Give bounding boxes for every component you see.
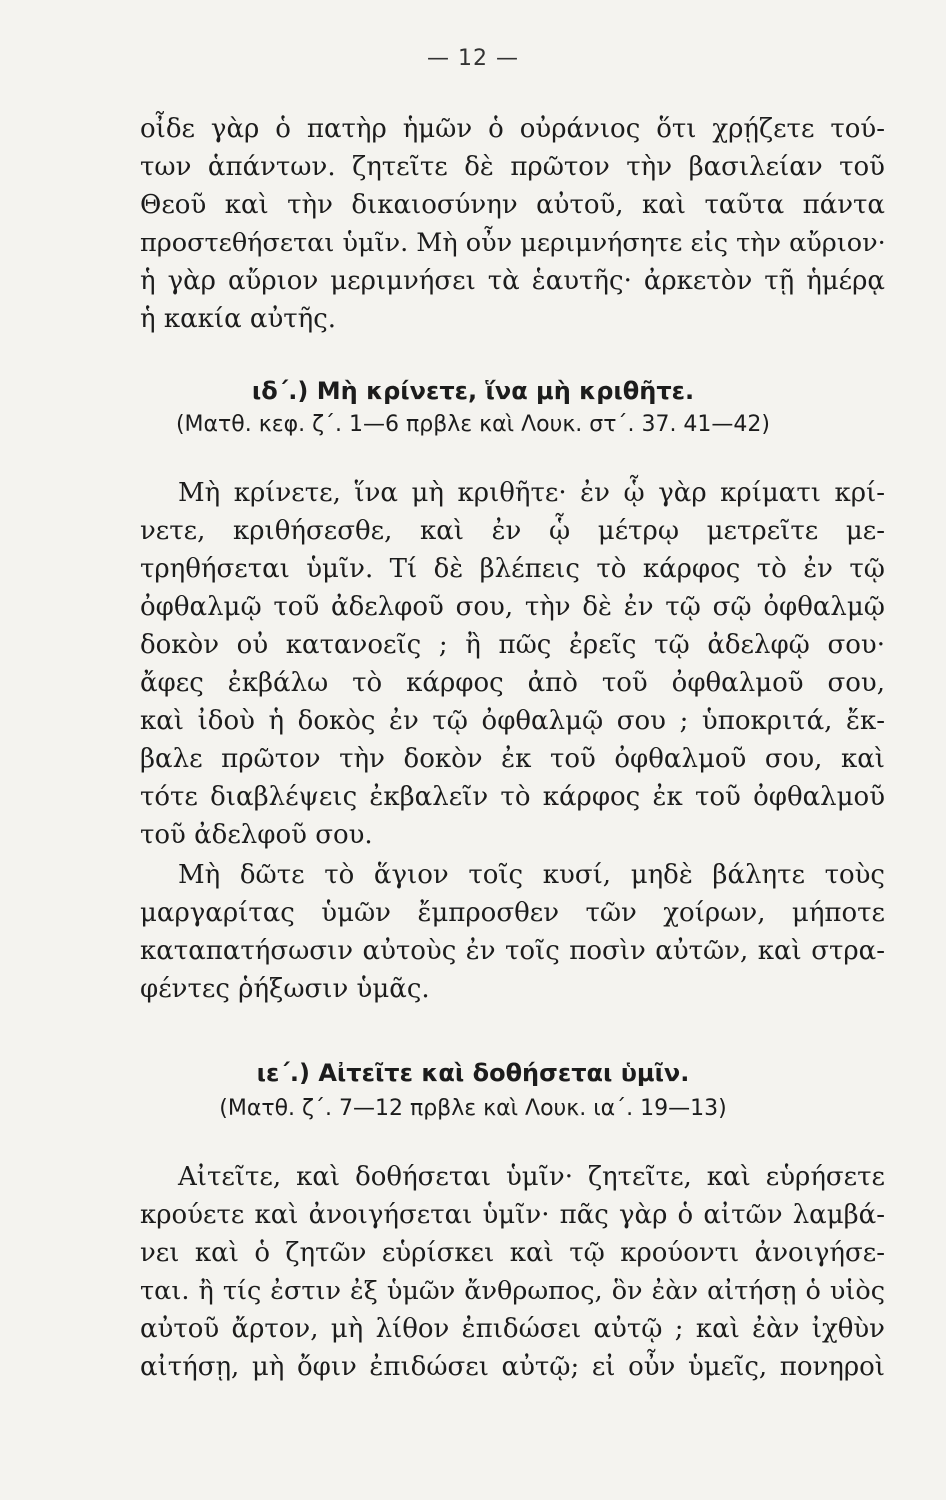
page-number: — 12 — bbox=[427, 46, 519, 71]
text-line: καὶ ἰδοὺ ἡ δοκὸς ἐν τῷ ὀφθαλμῷ σου ; ὑποκριτά, ἔκ- bbox=[140, 706, 885, 736]
text-line: ἄφες ἐκβάλω τὸ κάρφος ἀπὸ τοῦ ὀφθαλμοῦ σου, bbox=[140, 668, 885, 698]
text-line: τοῦ ἀδελφοῦ σου. bbox=[140, 820, 373, 850]
text-line: αἰτήσῃ, μὴ ὄφιν ἐπιδώσει αὐτῷ; εἰ οὖν ὑμεῖς, πονηροὶ bbox=[140, 1352, 885, 1382]
text-line: μαργαρίτας ὑμῶν ἔμπροσθεν τῶν χοίρων, μήποτε bbox=[140, 898, 885, 928]
text-line: αὐτοῦ ἄρτον, μὴ λίθον ἐπιδώσει αὐτῷ ; καὶ ἐὰν ἰχθὺν bbox=[140, 1314, 885, 1344]
text-line: ται. ἢ τίς ἐστιν ἐξ ὑμῶν ἄνθρωπος, ὃν ἐὰν αἰτήσῃ ὁ υἱὸς bbox=[140, 1276, 885, 1306]
section-heading: ιε΄.) Αἰτεῖτε καὶ δοθήσεται ὑμῖν. bbox=[256, 1059, 690, 1087]
text-line: τότε διαβλέψεις ἐκβαλεῖν τὸ κάρφος ἐκ τοῦ ὀφθαλμοῦ bbox=[140, 782, 885, 812]
text-line: τρηθήσεται ὑμῖν. Τί δὲ βλέπεις τὸ κάρφος τὸ ἐν τῷ bbox=[140, 554, 885, 584]
scripture-reference: (Ματθ. ζ΄. 7—12 πρβλε καὶ Λουκ. ια΄. 19—13) bbox=[219, 1096, 727, 1121]
text-line: βαλε πρῶτον τὴν δοκὸν ἐκ τοῦ ὀφθαλμοῦ σου, καὶ bbox=[140, 744, 885, 774]
text-line: δοκὸν οὐ κατανοεῖς ; ἢ πῶς ἐρεῖς τῷ ἀδελφῷ σου· bbox=[140, 630, 885, 660]
text-line: Θεοῦ καὶ τὴν δικαιοσύνην αὐτοῦ, καὶ ταῦτα πάντα bbox=[140, 190, 885, 220]
text-line: φέντες ῥήξωσιν ὑμᾶς. bbox=[140, 974, 430, 1004]
text-line: των ἁπάντων. ζητεῖτε δὲ πρῶτον τὴν βασιλείαν τοῦ bbox=[140, 152, 885, 182]
text-line: Αἰτεῖτε, καὶ δοθήσεται ὑμῖν· ζητεῖτε, καὶ εὑρήσετε bbox=[178, 1162, 885, 1192]
text-line: ἡ γὰρ αὔριον μεριμνήσει τὰ ἑαυτῆς· ἀρκετὸν τῇ ἡμέρᾳ bbox=[140, 266, 885, 296]
scripture-reference: (Ματθ. κεφ. ζ΄. 1—6 πρβλε καὶ Λουκ. στ΄. 37. 41—42) bbox=[175, 412, 771, 437]
text-line: προστεθήσεται ὑμῖν. Μὴ οὖν μεριμνήσητε εἰς τὴν αὔριον· bbox=[140, 228, 886, 258]
text-line: κρούετε καὶ ἀνοιγήσεται ὑμῖν· πᾶς γὰρ ὁ αἰτῶν λαμβά- bbox=[140, 1200, 885, 1230]
text-line: καταπατήσωσιν αὐτοὺς ἐν τοῖς ποσὶν αὐτῶν, καὶ στρα- bbox=[140, 936, 885, 966]
text-line: ὀφθαλμῷ τοῦ ἀδελφοῦ σου, τὴν δὲ ἐν τῷ σῷ ὀφθαλμῷ bbox=[140, 592, 885, 622]
text-line: Μὴ δῶτε τὸ ἅγιον τοῖς κυσί, μηδὲ βάλητε τοὺς bbox=[178, 860, 885, 890]
text-line: Μὴ κρίνετε, ἵνα μὴ κριθῆτε· ἐν ᾧ γὰρ κρίματι κρί- bbox=[178, 478, 885, 508]
text-line: ἡ κακία αὐτῆς. bbox=[140, 304, 337, 334]
text-line: νετε, κριθήσεσθε, καὶ ἐν ᾧ μέτρῳ μετρεῖτε με- bbox=[140, 516, 885, 546]
text-line: νει καὶ ὁ ζητῶν εὑρίσκει καὶ τῷ κρούοντι ἀνοιγήσε- bbox=[140, 1238, 885, 1268]
section-heading: ιδ΄.) Μὴ κρίνετε, ἵνα μὴ κριθῆτε. bbox=[251, 377, 695, 405]
text-line: οἶδε γὰρ ὁ πατὴρ ἡμῶν ὁ οὐράνιος ὅτι χρῄζετε τού- bbox=[140, 114, 885, 144]
